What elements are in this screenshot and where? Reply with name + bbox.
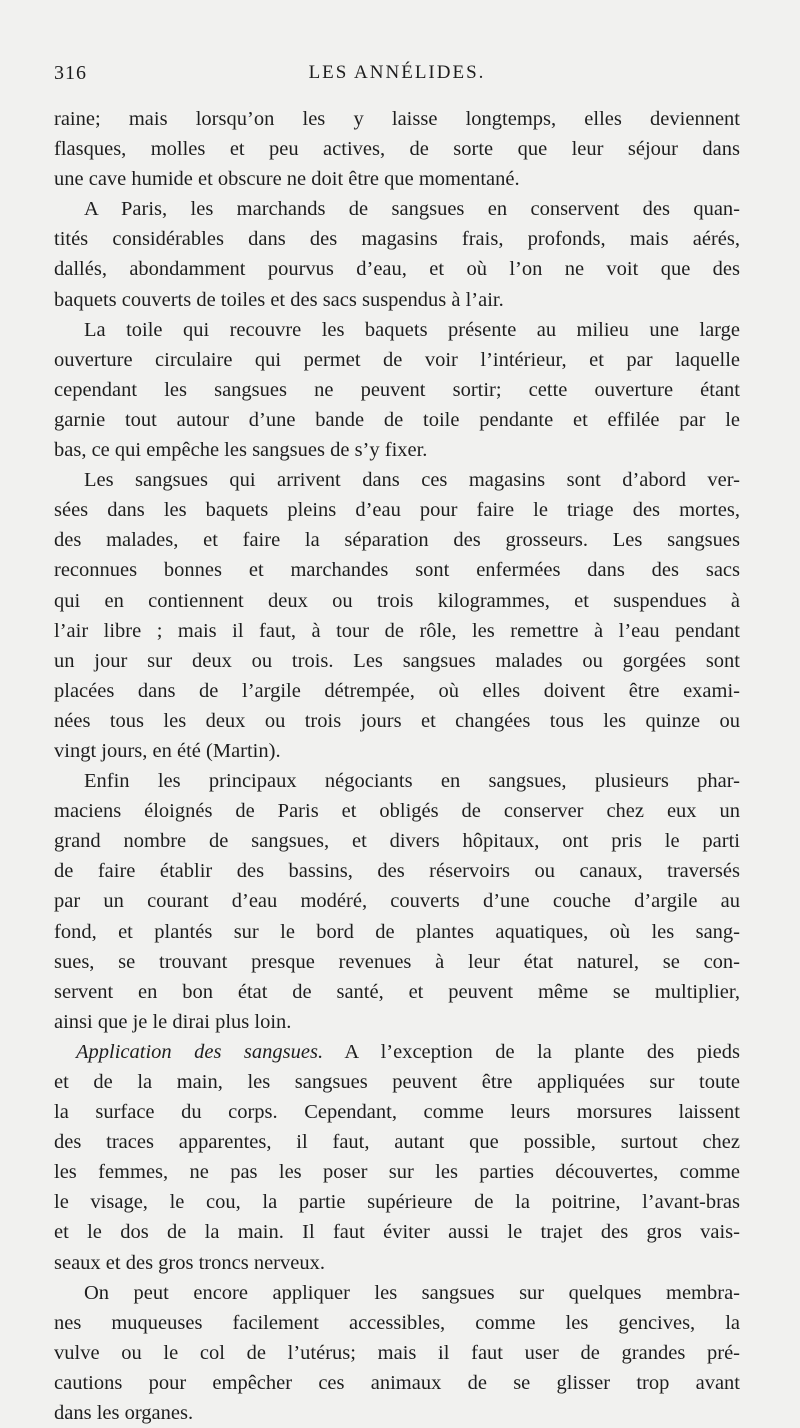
paragraph — [54, 465, 740, 766]
text-line: bas, ce qui empêche les sangsues de s’y fixer. — [54, 439, 428, 462]
text-line: reconnues bonnes et marchandes sont enfermées dans des sacs — [54, 559, 740, 582]
text-line: les femmes, ne pas les poser sur les parties découvertes, comme — [54, 1161, 740, 1184]
text-line: sues, se trouvant presque revenues à leur état naturel, se con- — [54, 950, 740, 973]
text-line: dans les organes. — [54, 1402, 194, 1425]
paragraph — [54, 1037, 740, 1278]
text-line: fond, et plantés sur le bord de plantes aquatiques, où les sang- — [54, 920, 740, 943]
text-line: une cave humide et obscure ne doit être que momentané. — [54, 168, 520, 191]
text-line: des malades, et faire la séparation des grosseurs. Les sangsues — [54, 529, 740, 552]
text-line: des traces apparentes, il faut, autant que possible, surtout chez — [54, 1131, 740, 1154]
text-line: sées dans les baquets pleins d’eau pour faire le triage des mortes, — [54, 499, 740, 522]
text-line: baquets couverts de toiles et des sacs suspendus à l’air. — [54, 288, 504, 311]
paragraph — [54, 315, 740, 465]
text-line: grand nombre de sangsues, et divers hôpitaux, ont pris le parti — [54, 830, 740, 853]
text-line: On peut encore appliquer les sangsues sur quelques membra- — [84, 1281, 740, 1304]
text-line: dallés, abondamment pourvus d’eau, et où l’on ne voit que des — [54, 258, 740, 281]
paragraph — [54, 104, 740, 194]
text-line: et le dos de la main. Il faut éviter aussi le trajet des gros vais- — [54, 1221, 740, 1244]
text-line: cautions pour empêcher ces animaux de se glisser trop avant — [54, 1371, 740, 1394]
text-line: de faire établir des bassins, des réservoirs ou canaux, traversés — [54, 860, 740, 883]
text-line: l’air libre ; mais il faut, à tour de rôle, les remettre à l’eau pendant — [54, 619, 740, 642]
text-line: cependant les sangsues ne peuvent sortir; cette ouverture étant — [54, 378, 740, 401]
text-line — [54, 1037, 740, 1067]
text-line: vulve ou le col de l’utérus; mais il faut user de grandes pré- — [54, 1341, 740, 1364]
running-head — [54, 58, 740, 98]
paragraph — [54, 1278, 740, 1428]
section-heading: Application des sangsues. — [76, 1040, 324, 1063]
text-line: nes muqueuses facilement accessibles, comme les gencives, la — [54, 1311, 740, 1334]
text-line: A Paris, les marchands de sangsues en conservent des quan- — [84, 198, 740, 221]
text-line: garnie tout autour d’une bande de toile pendante et effilée par le — [54, 408, 740, 431]
page-number: 316 — [54, 62, 87, 84]
text-line: placées dans de l’argile détrempée, où elles doivent être exami- — [54, 679, 740, 702]
text-line: flasques, molles et peu actives, de sorte que leur séjour dans — [54, 138, 740, 161]
text-line: maciens éloignés de Paris et obligés de conserver chez eux un — [54, 800, 740, 823]
text-line: seaux et des gros troncs nerveux. — [54, 1251, 325, 1274]
text-line: tités considérables dans des magasins frais, profonds, mais aérés, — [54, 228, 740, 251]
text-line: le visage, le cou, la partie supérieure de la poitrine, l’avant-bras — [54, 1191, 740, 1214]
text-line: Les sangsues qui arrivent dans ces magasins sont d’abord ver- — [84, 469, 740, 492]
chapter-title: LES ANNÉLIDES. — [308, 62, 486, 83]
text-line: vingt jours, en été (Martin). — [54, 739, 281, 762]
text-line: servent en bon état de santé, et peuvent même se multiplier, — [54, 980, 740, 1003]
paragraph — [54, 766, 740, 1037]
text-line: ouverture circulaire qui permet de voir l’intérieur, et par laquelle — [54, 348, 740, 371]
paragraph — [54, 194, 740, 314]
text-line: Enfin les principaux négociants en sangsues, plusieurs phar- — [84, 770, 740, 793]
text-line: ainsi que je le dirai plus loin. — [54, 1010, 292, 1033]
text-line: par un courant d’eau modéré, couverts d’une couche d’argile au — [54, 890, 740, 913]
text-line: raine; mais lorsqu’on les y laisse longtemps, elles deviennent — [54, 108, 740, 130]
heading-line-rest: A l’exception de la plante des pieds — [323, 1040, 740, 1063]
body-text — [54, 104, 740, 1428]
text-line: qui en contiennent deux ou trois kilogrammes, et suspendues à — [54, 589, 740, 612]
text-line: nées tous les deux ou trois jours et changées tous les quinze ou — [54, 709, 740, 732]
text-line: La toile qui recouvre les baquets présente au milieu une large — [84, 318, 740, 341]
text-line: et de la main, les sangsues peuvent être appliquées sur toute — [54, 1071, 740, 1093]
text-line: un jour sur deux ou trois. Les sangsues malades ou gorgées sont — [54, 649, 740, 672]
text-line: la surface du corps. Cependant, comme leurs morsures laissent — [54, 1101, 740, 1124]
